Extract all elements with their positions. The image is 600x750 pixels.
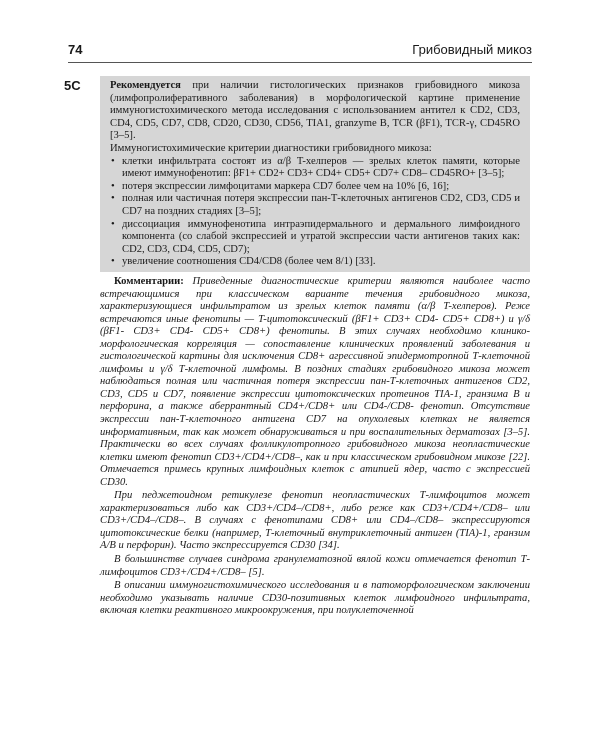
recommendation-box	[100, 76, 530, 272]
criteria-intro: Иммуногистохимические критерии диагностики грибовидного микоза:	[110, 142, 432, 154]
criteria-item: • увеличение соотношения CD4/CD8 (более чем 8/1) [33].	[110, 256, 520, 269]
commentary-paragraph: В большинстве случаев синдрома гранулематозной вялой кожи отмечается фенотип Т-лимфоцитов CD3+/CD4+/CD8– [5].	[100, 554, 530, 578]
criteria-list	[110, 156, 520, 269]
commentary-paragraph: В описании иммуногистохимического исследования и в патоморфологическом заключении необходимо указывать наличие CD30-позитивных клеток лимфоидного инфильтрата, включая клетки реактивного микроокружения, при полуклеточенной	[100, 580, 530, 617]
recommendation-body: при наличии гистологических признаков грибовидного микоза (лимфопролиферативного заболевания) в морфологической картине применение иммуногистохимического метода исследования с использованием антител к CD2, CD3, CD4, CD5, CD7, CD8, CD20, CD30, CD56, TIA1, granzyme B, TCR (βF1), TCR-γ, CD45RO [3–5].	[110, 80, 520, 142]
page-number: 74	[68, 42, 83, 57]
running-title: Грибовидный микоз	[412, 42, 532, 57]
criteria-item: • клетки инфильтрата состоят из α/β T-хелперов — зрелых клеток памяти, которые имеют иммунофенотип: βF1+ CD2+ CD3+ CD4+ CD5+ CD7+ CD8– CD45RO+ [3–5];	[110, 156, 520, 181]
commentary-section	[100, 276, 530, 618]
commentary-paragraph	[100, 276, 530, 489]
commentary-paragraph: При педжетоидном ретикулезе фенотип неопластических Т-лимфоцитов может характеризоваться либо как CD3+/CD4–/CD8+, либо реже как CD3+/CD4+/CD8– или CD3+/CD4–/CD8–. В случаях с фенотипами CD8+ или CD4–/CD8– экспрессируются цитотоксические белки (например, Т-клеточный внутриклеточный антиген (TIA)-1, гранзим А/В и перфорин). Часто экспрессируется CD30 [34].	[100, 490, 530, 552]
recommendation-lead: Рекомендуется	[110, 80, 181, 91]
commentary-text: Приведенные диагностические критерии являются наиболее часто встречающимися при классическом варианте течения грибовидного микоза, характеризующиеся инфильтратом из зрелых клеток памяти (α/β T-хелперов). Реже встречаются иные фенотипы — T-цитотоксический (βF1+ CD3+ CD4- CD5+ CD8+) и γ/δ (βF1- CD3+ CD4- CD5+ CD8+) фенотипы. В этих случаях необходимо клинико-морфологическая корреляция — сопоставление клинических проявлений заболевания и гистологической картины для исключения CD8+ агрессивной эпидермотропной Т-клеточной лимфомы и γ/δ Т-клеточной лимфомы. В поздних стадиях грибовидного микоза может наблюдаться полная или частичная потеря экспрессии пан-Т-клеточных антигенов CD2, CD3, CD5 и CD7, появление экспрессии цитотоксических протеинов TIA-1, гранзима B и перфорина, а также аберрантный CD4+/CD8+ или CD4-/CD8- фенотип. Отсутствие экспрессии пан-Т-клеточного антигена CD7 на опухолевых клетках не является информативным, так как может обнаруживаться и при воспалительных дерматозах [3–5]. Практически во всех случаях фолликулотропного грибовидного микоза неопластические клетки имеют фенотип CD3+/CD4+/CD8–, как и при классическом грибовидном микозе [22]. Отмечается примесь крупных лимфоидных клеток с атипией ядер, часто с экспрессией CD30.	[100, 276, 530, 488]
recommendation-grade: 5C	[64, 78, 81, 93]
recommendation-text	[110, 80, 520, 143]
criteria-item: • полная или частичная потеря экспрессии пан-Т-клеточных антигенов CD2, CD3, CD5 и CD7 на поздних стадиях [3–5];	[110, 193, 520, 218]
commentary-lead: Комментарии:	[114, 276, 184, 287]
page-header	[68, 40, 532, 63]
criteria-item: • диссоциация иммунофенотипа интраэпидермального и дермального лимфоидного компонента (со слабой экспрессией и утратой экспрессии части антигенов таких как: CD2, CD3, CD4, CD5, CD7);	[110, 219, 520, 257]
criteria-item: • потеря экспрессии лимфоцитами маркера CD7 более чем на 10% [6, 16];	[110, 181, 520, 194]
